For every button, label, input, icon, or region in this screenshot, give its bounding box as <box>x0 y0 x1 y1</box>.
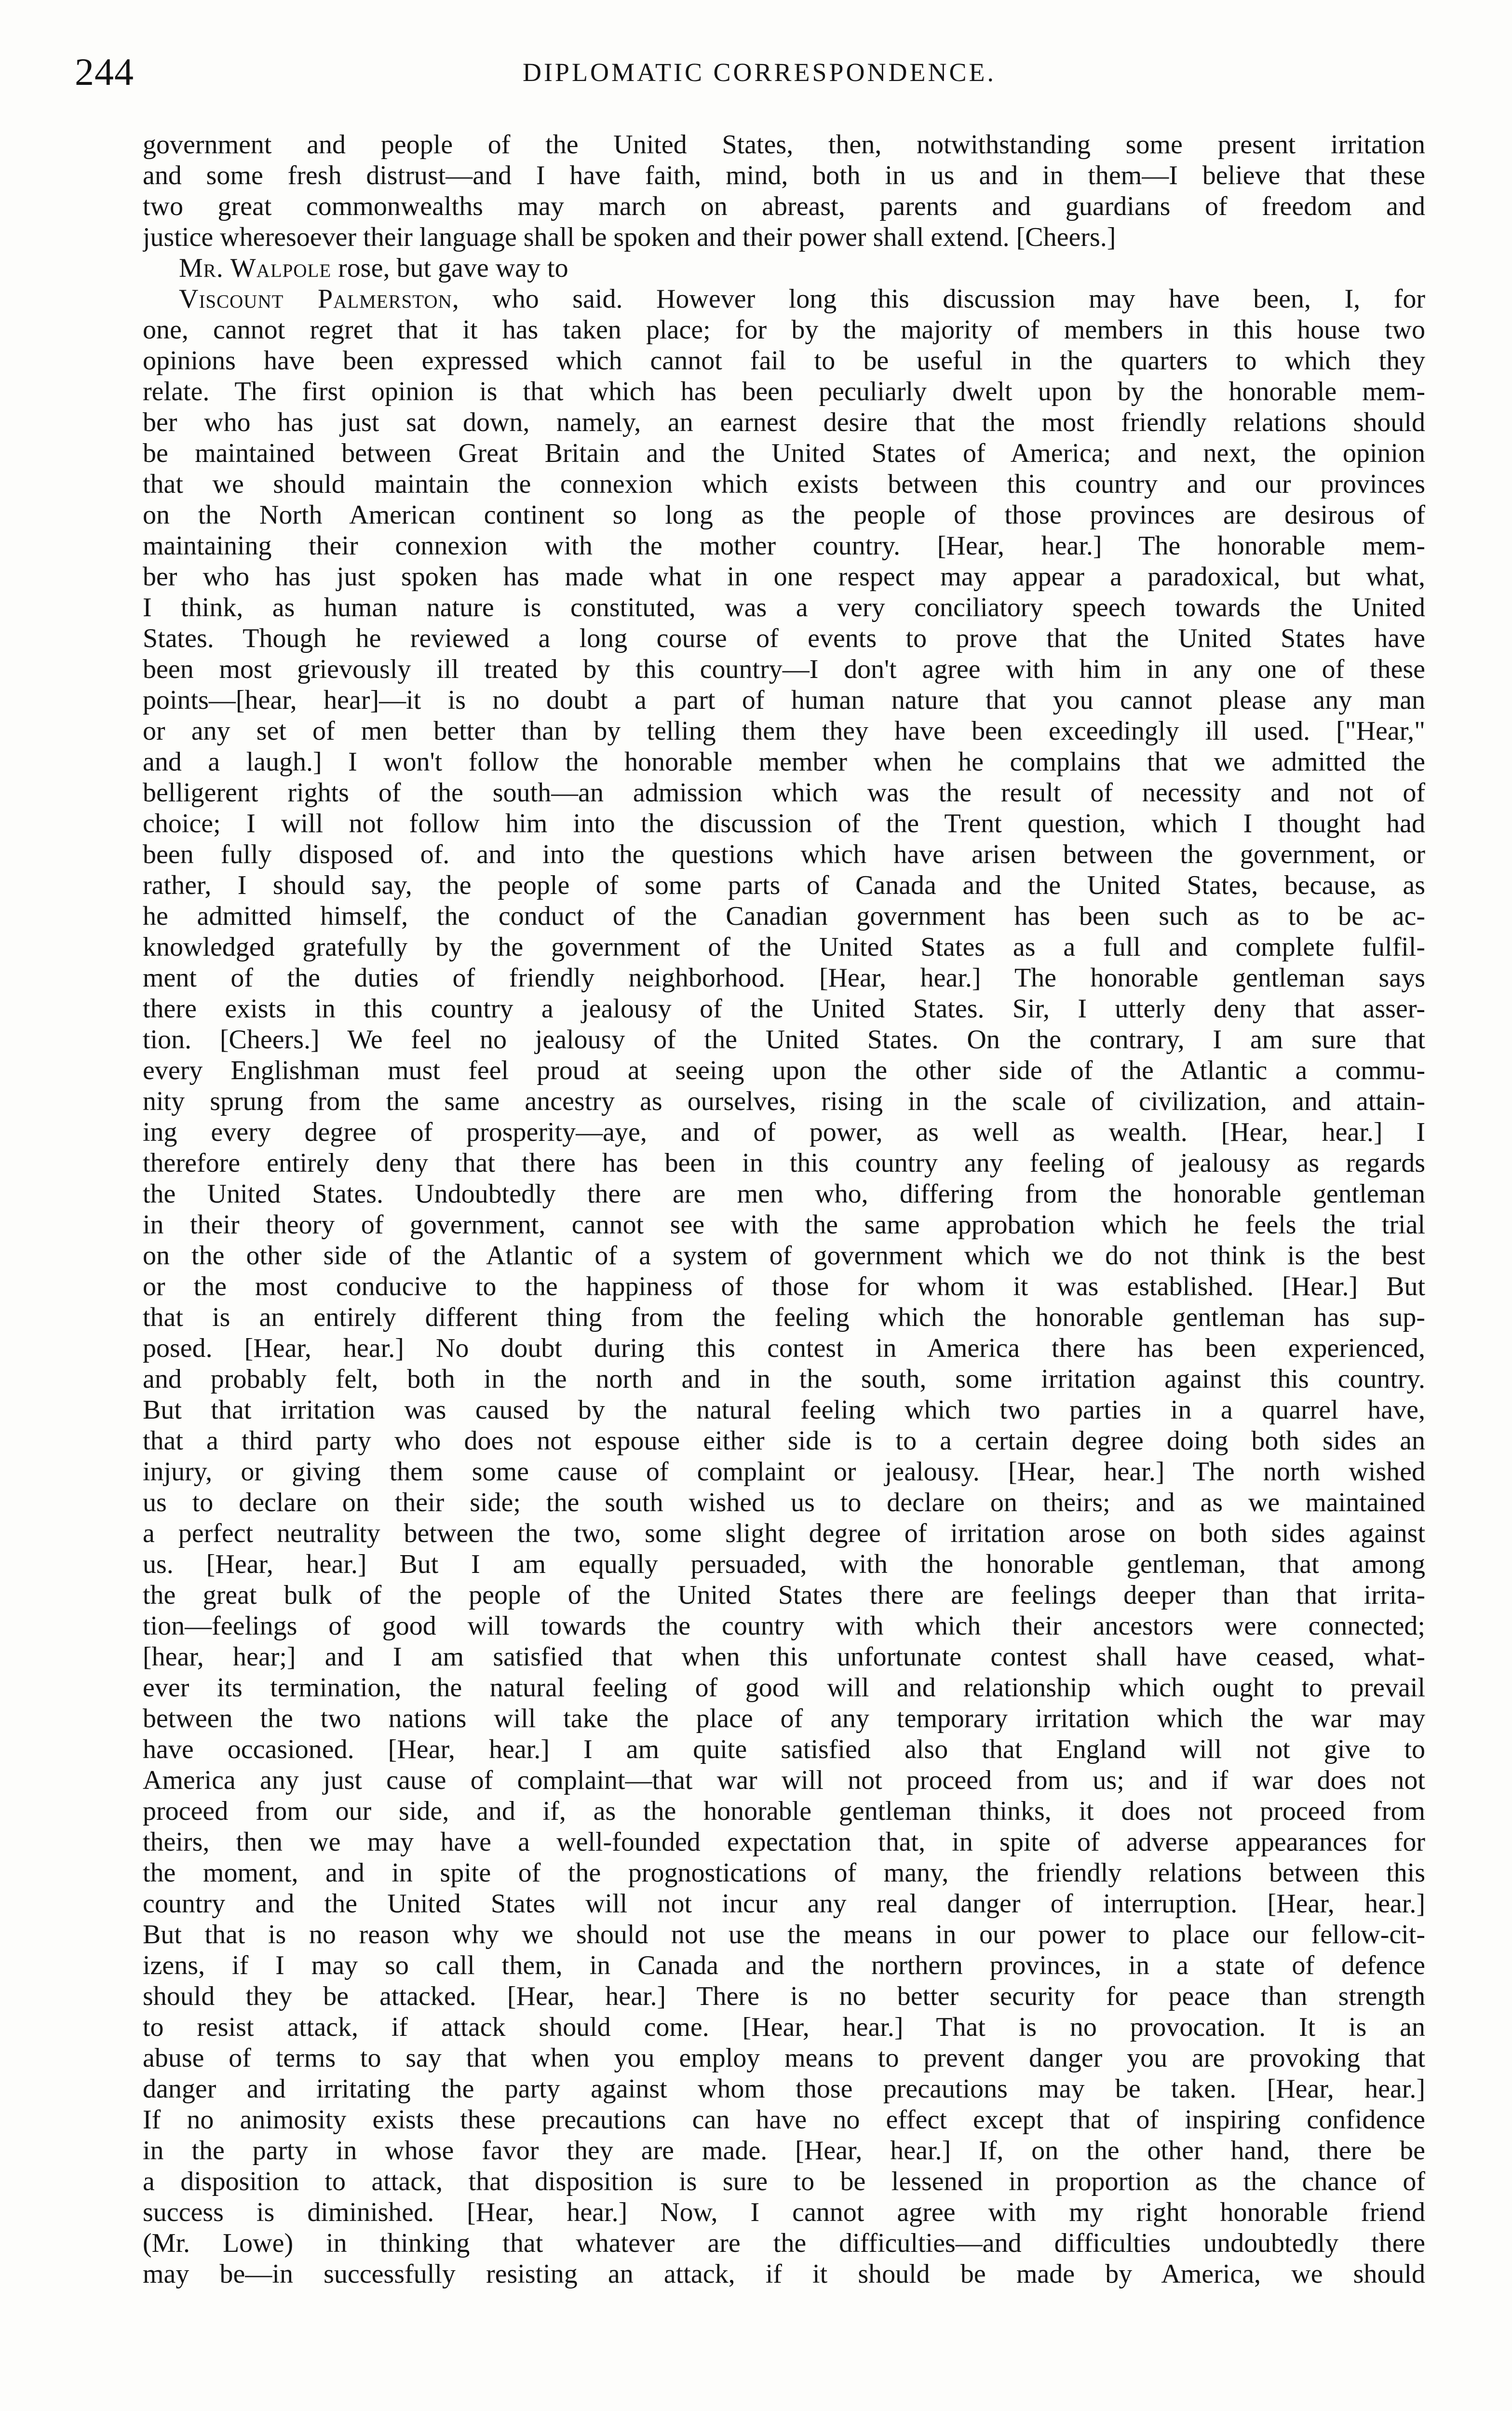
text-line <box>143 685 1425 716</box>
text-line <box>143 1024 1425 1055</box>
text-line <box>143 1950 1425 1981</box>
line-text: every Englishman must feel proud at seeing upon the other side of the Atlantic a commu- <box>143 1056 1425 1085</box>
text-line <box>143 284 1425 314</box>
line-text: that we should maintain the connexion which exists between this country and our provinces <box>143 469 1425 499</box>
line-text: be maintained between Great Britain and the United States of America; and next, the opinion <box>143 438 1425 468</box>
text-line <box>143 1395 1425 1425</box>
line-text: justice wheresoever their language shall be spoken and their power shall extend. [Cheers.] <box>143 222 1116 252</box>
line-text: in their theory of government, cannot see with the same approbation which he feels the trial <box>143 1210 1425 1240</box>
body-text <box>143 129 1425 2289</box>
text-line <box>143 500 1425 530</box>
line-text: But that is no reason why we should not use the means in our power to place our fellow-cit- <box>143 1920 1425 1950</box>
line-text: and a laugh.] I won't follow the honorable member when he complains that we admitted the <box>143 747 1425 777</box>
text-line <box>143 1919 1425 1950</box>
speaker-name: Viscount Palmerston <box>179 284 452 314</box>
line-text: rather, I should say, the people of some parts of Canada and the United States, because, as <box>143 870 1425 900</box>
text-line <box>143 777 1425 808</box>
line-text: that is an entirely different thing from the feeling which the honorable gentleman has sup- <box>143 1302 1425 1332</box>
line-text: But that irritation was caused by the natural feeling which two parties in a quarrel have, <box>143 1395 1425 1425</box>
line-text: should they be attacked. [Hear, hear.] There is no better security for peace than strength <box>143 1981 1425 2011</box>
text-line <box>143 407 1425 438</box>
text-line <box>143 1209 1425 1240</box>
text-line <box>143 839 1425 870</box>
line-text: been most grievously ill treated by this country—I don't agree with him in any one of these <box>143 654 1425 684</box>
line-text: ing every degree of prosperity—aye, and of power, as well as wealth. [Hear, hear.] I <box>143 1117 1425 1147</box>
text-line <box>143 314 1425 345</box>
line-text: opinions have been expressed which cannot fail to be useful in the quarters to which they <box>143 346 1425 376</box>
text-line <box>143 1178 1425 1209</box>
line-text: us to declare on their side; the south wished us to declare on theirs; and as we maintained <box>143 1488 1425 1517</box>
line-text: danger and irritating the party against whom those precautions may be taken. [Hear, hear.] <box>143 2074 1425 2104</box>
text-line <box>143 1703 1425 1734</box>
line-text: , who said. However long this discussion may have been, I, for <box>452 284 1425 314</box>
text-line <box>143 222 1425 253</box>
text-line <box>143 1148 1425 1178</box>
text-line <box>143 993 1425 1024</box>
text-line <box>143 1487 1425 1518</box>
line-text: one, cannot regret that it has taken place; for by the majority of members in this house two <box>143 315 1425 345</box>
line-text: and probably felt, both in the north and in the south, some irritation against this country. <box>143 1364 1425 1394</box>
text-line <box>143 1641 1425 1672</box>
line-text: or any set of men better than by telling them they have been exceedingly ill used. ["Hear," <box>143 716 1425 746</box>
line-text: maintaining their connexion with the mother country. [Hear, hear.] The honorable mem- <box>143 531 1425 561</box>
line-text: nity sprung from the same ancestry as ourselves, rising in the scale of civilization, and attain- <box>143 1086 1425 1116</box>
line-text: proceed from our side, and if, as the honorable gentleman thinks, it does not proceed from <box>143 1796 1425 1826</box>
text-line <box>143 1827 1425 1857</box>
line-text: abuse of terms to say that when you employ means to prevent danger you are provoking that <box>143 2043 1425 2073</box>
line-text: between the two nations will take the place of any temporary irritation which the war may <box>143 1704 1425 1734</box>
line-text: rose, but gave way to <box>331 253 568 283</box>
line-text: a disposition to attack, that disposition is sure to be lessened in proportion as the chance of <box>143 2167 1425 2196</box>
line-text: points—[hear, hear]—it is no doubt a part of human nature that you cannot please any man <box>143 685 1425 715</box>
line-text: there exists in this country a jealousy of the United States. Sir, I utterly deny that asser- <box>143 994 1425 1024</box>
line-text: ber who has just sat down, namely, an earnest desire that the most friendly relations should <box>143 407 1425 437</box>
page-number: 244 <box>75 51 134 94</box>
text-line <box>143 2043 1425 2073</box>
text-line <box>143 716 1425 746</box>
text-line <box>143 129 1425 160</box>
line-text: or the most conducive to the happiness of those for whom it was established. [Hear.] But <box>143 1272 1425 1301</box>
text-line <box>143 1981 1425 2012</box>
text-line <box>143 1672 1425 1703</box>
text-line <box>143 1086 1425 1117</box>
text-line <box>143 160 1425 191</box>
line-text: have occasioned. [Hear, hear.] I am quite satisfied also that England will not give to <box>143 1734 1425 1764</box>
text-line <box>143 1888 1425 1919</box>
text-line <box>143 1611 1425 1641</box>
text-line <box>143 561 1425 592</box>
line-text: (Mr. Lowe) in thinking that whatever are the difficulties—and difficulties undoubtedly there <box>143 2228 1425 2258</box>
line-text: the moment, and in spite of the prognostications of many, the friendly relations between this <box>143 1858 1425 1888</box>
line-text: therefore entirely deny that there has been in this country any feeling of jealousy as regards <box>143 1148 1425 1178</box>
line-text: on the other side of the Atlantic of a system of government which we do not think is the best <box>143 1241 1425 1271</box>
text-line <box>143 1240 1425 1271</box>
text-line <box>143 2197 1425 2228</box>
text-line <box>143 1055 1425 1086</box>
line-text: on the North American continent so long as the people of those provinces are desirous of <box>143 500 1425 530</box>
line-text: the United States. Undoubtedly there are men who, differing from the honorable gentleman <box>143 1179 1425 1209</box>
line-text: theirs, then we may have a well-founded expectation that, in spite of adverse appearances for <box>143 1827 1425 1857</box>
line-text: ber who has just spoken has made what in one respect may appear a paradoxical, but what, <box>143 562 1425 592</box>
text-line <box>143 345 1425 376</box>
text-line <box>143 932 1425 962</box>
line-text: belligerent rights of the south—an admission which was the result of necessity and not of <box>143 778 1425 808</box>
line-text: government and people of the United States, then, notwithstanding some present irritation <box>143 130 1425 160</box>
line-text: two great commonwealths may march on abreast, parents and guardians of freedom and <box>143 191 1425 221</box>
line-text: posed. [Hear, hear.] No doubt during this contest in America there has been experienced, <box>143 1333 1425 1363</box>
line-text: izens, if I may so call them, in Canada and the northern provinces, in a state of defence <box>143 1950 1425 1980</box>
line-text: knowledged gratefully by the government of the United States as a full and complete fulfil- <box>143 932 1425 962</box>
text-line <box>143 1302 1425 1333</box>
text-line <box>143 191 1425 222</box>
line-text: [hear, hear;] and I am satisfied that when this unfortunate contest shall have ceased, what- <box>143 1642 1425 1672</box>
text-line <box>143 1796 1425 1827</box>
text-line <box>143 1518 1425 1549</box>
text-line <box>143 962 1425 993</box>
line-text: tion—feelings of good will towards the country with which their ancestors were connected; <box>143 1611 1425 1641</box>
running-title: DIPLOMATIC CORRESPONDENCE. <box>522 58 997 87</box>
text-line <box>143 623 1425 654</box>
line-text: If no animosity exists these precautions can have no effect except that of inspiring confidence <box>143 2105 1425 2135</box>
line-text: tion. [Cheers.] We feel no jealousy of the United States. On the contrary, I am sure that <box>143 1025 1425 1055</box>
line-text: that a third party who does not espouse either side is to a certain degree doing both sides an <box>143 1426 1425 1456</box>
text-line <box>143 2228 1425 2259</box>
text-line <box>143 1857 1425 1888</box>
text-line <box>143 1364 1425 1395</box>
line-text: choice; I will not follow him into the discussion of the Trent question, which I thought had <box>143 809 1425 839</box>
line-text: may be—in successfully resisting an attack, if it should be made by America, we should <box>143 2259 1425 2289</box>
text-line <box>143 2135 1425 2166</box>
text-line <box>143 870 1425 901</box>
line-text: to resist attack, if attack should come. [Hear, hear.] That is no provocation. It is an <box>143 2012 1425 2042</box>
line-text: country and the United States will not incur any real danger of interruption. [Hear, hear.] <box>143 1889 1425 1919</box>
text-line <box>143 530 1425 561</box>
text-line <box>143 1734 1425 1765</box>
text-line <box>143 2012 1425 2043</box>
running-head <box>75 46 1444 99</box>
text-line <box>143 2259 1425 2289</box>
line-text: us. [Hear, hear.] But I am equally persuaded, with the honorable gentleman, that among <box>143 1549 1425 1579</box>
text-line <box>143 1765 1425 1796</box>
line-text: I think, as human nature is constituted, was a very conciliatory speech towards the United <box>143 593 1425 623</box>
line-text: relate. The first opinion is that which has been peculiarly dwelt upon by the honorable mem- <box>143 377 1425 406</box>
text-line <box>143 1425 1425 1456</box>
line-text: States. Though he reviewed a long course of events to prove that the United States have <box>143 623 1425 653</box>
text-line <box>143 2166 1425 2197</box>
text-line <box>143 1117 1425 1148</box>
line-text: America any just cause of complaint—that war will not proceed from us; and if war does not <box>143 1765 1425 1795</box>
text-line <box>143 901 1425 932</box>
line-text: in the party in whose favor they are made. [Hear, hear.] If, on the other hand, there be <box>143 2136 1425 2166</box>
text-line <box>143 469 1425 500</box>
line-text: he admitted himself, the conduct of the Canadian government has been such as to be ac- <box>143 901 1425 931</box>
line-text: the great bulk of the people of the United States there are feelings deeper than that irrita- <box>143 1580 1425 1610</box>
text-line <box>143 746 1425 777</box>
speaker-name: Mr. Walpole <box>179 253 332 283</box>
line-text: success is diminished. [Hear, hear.] Now, I cannot agree with my right honorable friend <box>143 2197 1425 2227</box>
text-line <box>143 376 1425 407</box>
text-line <box>143 654 1425 685</box>
text-line <box>143 2073 1425 2104</box>
text-line <box>143 808 1425 839</box>
text-line <box>143 438 1425 469</box>
text-line <box>143 1549 1425 1580</box>
line-text: ever its termination, the natural feeling of good will and relationship which ought to prevail <box>143 1673 1425 1703</box>
text-line <box>143 1456 1425 1487</box>
text-line <box>143 1333 1425 1364</box>
line-text: a perfect neutrality between the two, some slight degree of irritation arose on both sides against <box>143 1518 1425 1548</box>
text-line <box>143 1580 1425 1611</box>
line-text: ment of the duties of friendly neighborhood. [Hear, hear.] The honorable gentleman says <box>143 963 1425 993</box>
text-line <box>143 592 1425 623</box>
text-line <box>143 253 1425 284</box>
text-line <box>143 2104 1425 2135</box>
line-text: injury, or giving them some cause of complaint or jealousy. [Hear, hear.] The north wished <box>143 1457 1425 1487</box>
line-text: and some fresh distrust—and I have faith, mind, both in us and in them—I believe that these <box>143 161 1425 190</box>
text-line <box>143 1271 1425 1302</box>
line-text: been fully disposed of. and into the questions which have arisen between the government, or <box>143 840 1425 869</box>
